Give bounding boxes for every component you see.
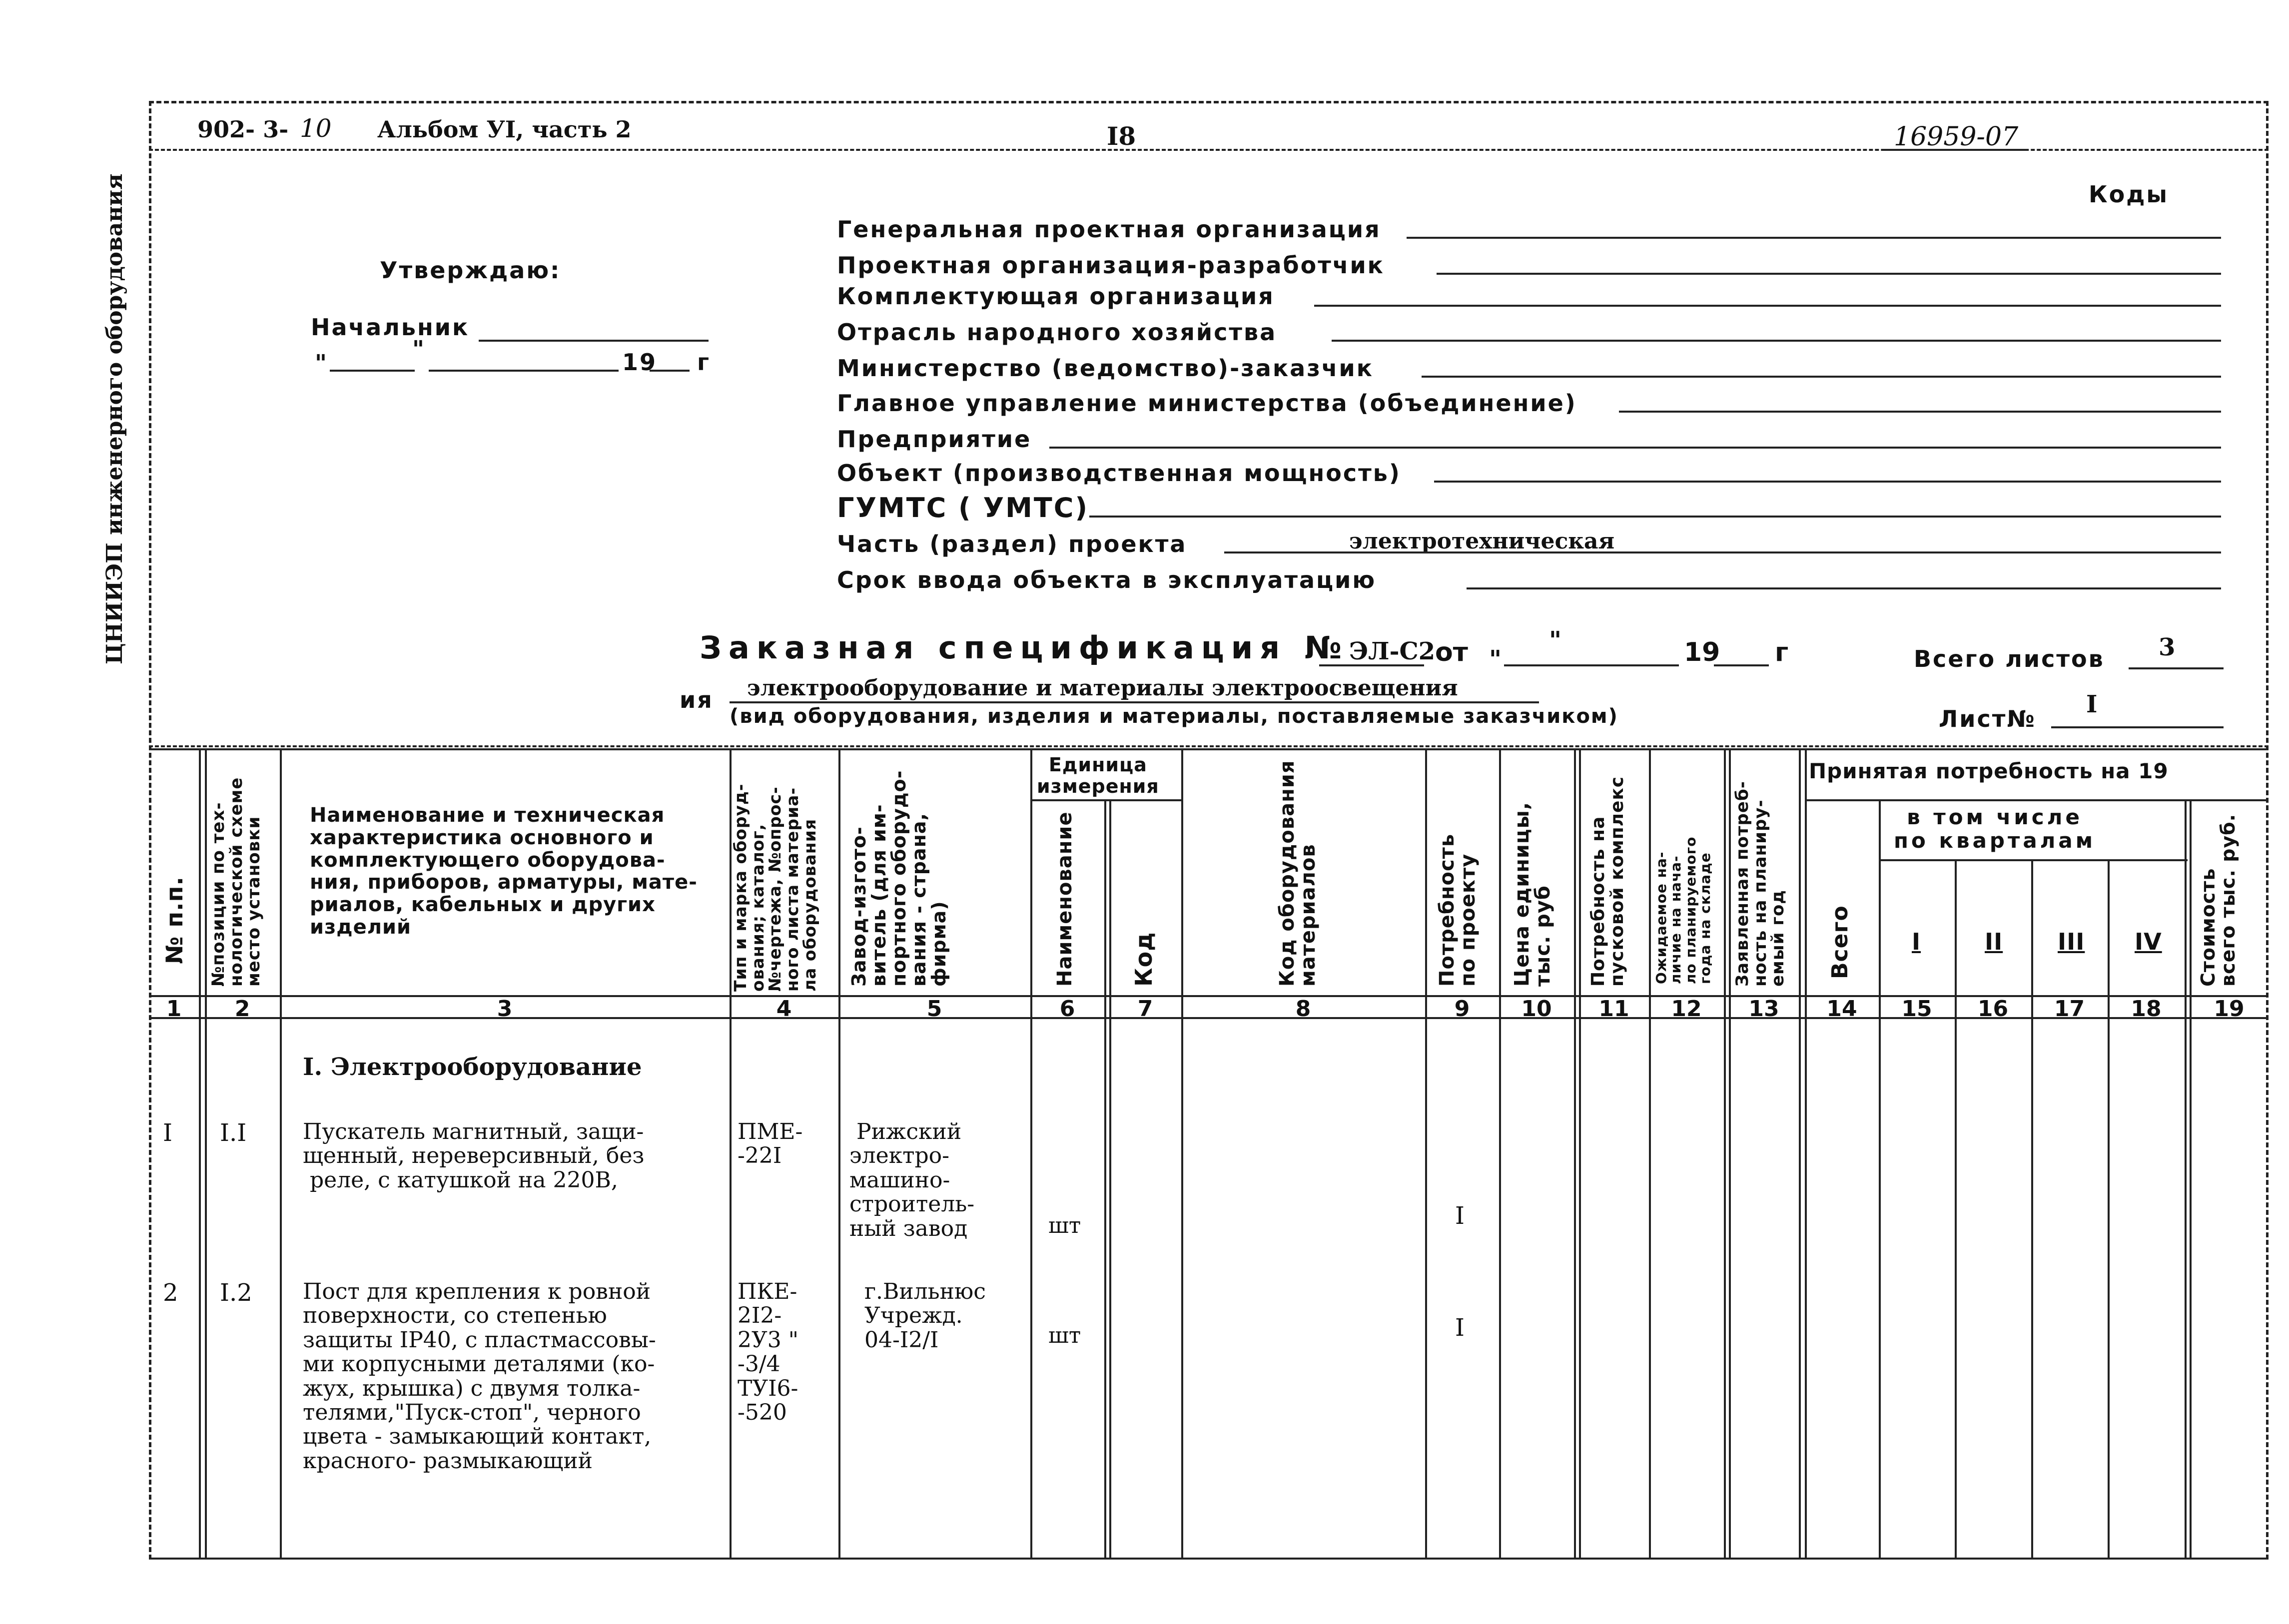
total-sheets-line	[2129, 667, 2224, 669]
sheet-line	[2051, 726, 2224, 728]
col-border-1b	[205, 748, 207, 1558]
spec-name-caption: (вид оборудования, изделия и материалы, поставляемые заказчиком)	[730, 705, 1618, 728]
album-label: Альбом УI, часть 2	[377, 116, 632, 143]
col-number: 14	[1826, 996, 1857, 1022]
header-total: Всего	[1827, 905, 1853, 979]
header-row-number: № п.п.	[161, 876, 188, 964]
col-number: 8	[1295, 996, 1311, 1022]
col-number: 9	[1454, 996, 1470, 1022]
col-number: 6	[1059, 996, 1075, 1022]
col-border-11	[1649, 748, 1651, 1558]
header-quarter-4: IV	[2135, 928, 2162, 955]
col-border-8	[1425, 748, 1427, 1558]
field-object-line	[1434, 481, 2221, 483]
col-number: 17	[2054, 996, 2085, 1022]
field-general-org: Генеральная проектная организация	[837, 216, 1381, 243]
field-gumts-line	[1089, 516, 2221, 518]
header-maker: Завод-изгото- витель (для им- портного оборудо- вания - страна, фирма)	[848, 770, 950, 987]
col-border-6b	[1109, 799, 1111, 1558]
sheet-label: Лист№	[1939, 705, 2036, 732]
header-quarter-1: I	[1912, 928, 1921, 955]
spec-name-value: электрооборудование и материалы электроосвещения	[747, 675, 1458, 701]
row2-type: ПКЕ- 2I2- 2У3 " -3/4 ТУI6- -520	[738, 1279, 799, 1425]
header-demand: Потребность по проекту	[1436, 833, 1480, 987]
col-border-13	[1799, 748, 1801, 1558]
row1-maker: Рижский электро- машино- строитель- ный завод	[849, 1119, 975, 1241]
col-number: 18	[2131, 996, 2162, 1022]
field-industry: Отрасль народного хозяйства	[837, 319, 1277, 346]
date-quote-1: "	[315, 350, 328, 377]
spec-quote-1: "	[1489, 645, 1502, 673]
field-commission-date: Срок ввода объекта в эксплуатацию	[837, 566, 1377, 593]
row1-type: ПМЕ- -22I	[738, 1119, 803, 1169]
row1-name: Пускатель магнитный, защи- щенный, нереверсивный, без реле, с катушкой на 220В,	[303, 1119, 645, 1193]
spec-date-line	[1504, 664, 1679, 666]
field-developer-org: Проектная организация-разработчик	[837, 252, 1385, 279]
field-project-part: Часть (раздел) проекта	[837, 531, 1187, 557]
field-developer-org-line	[1437, 273, 2221, 275]
field-enterprise-line	[1049, 447, 2221, 449]
year-suffix: г	[697, 349, 711, 376]
header-expected-stock: Ожидаемое на- личие на нача- ло планируемого года на складе	[1653, 836, 1714, 984]
row1-qty: I	[1455, 1202, 1465, 1230]
col-border-12	[1724, 748, 1726, 1558]
approve-label: Утверждаю:	[380, 257, 561, 284]
field-enterprise: Предприятие	[837, 426, 1032, 453]
row1-number: I	[163, 1119, 172, 1147]
accepted-header-line	[1805, 799, 2269, 801]
col-number: 12	[1671, 996, 1702, 1022]
col-border-15	[1955, 859, 1957, 1558]
header-quarters: в том числе по кварталам	[1894, 805, 2096, 853]
row2-qty: I	[1455, 1314, 1465, 1342]
doc-number-underline	[1884, 149, 2029, 151]
col-number: 3	[497, 996, 513, 1022]
spec-name-line	[730, 701, 1539, 703]
field-commission-date-line	[1467, 587, 2221, 589]
sheet-value: I	[2086, 690, 2098, 718]
col-border-7	[1181, 748, 1183, 1558]
field-object: Объект (производственная мощность)	[837, 460, 1401, 487]
spec-title: Заказная спецификация №	[700, 629, 1349, 666]
spec-year: 19	[1684, 637, 1720, 667]
col-border-1	[199, 748, 201, 1558]
spec-quote-2: "	[1549, 626, 1562, 654]
col-number: 19	[2214, 996, 2245, 1022]
year-prefix: 19	[622, 349, 658, 376]
col-number: 10	[1521, 996, 1552, 1022]
form-body-divider	[149, 745, 2269, 747]
col-border-18	[2185, 799, 2187, 1558]
row2-maker: г.Вильнюс Учрежд. 04-I2/I	[864, 1279, 986, 1353]
field-ministry-line	[1422, 376, 2221, 378]
table-bottom-line	[149, 1558, 2269, 1560]
header-declared-demand: Заявленная потреб- ность на планиру- емый год	[1732, 781, 1788, 987]
header-startup-demand: Потребность на пусковой комплекс	[1588, 776, 1627, 987]
header-unit-code: Код	[1130, 932, 1157, 987]
spec-year-line	[1714, 664, 1769, 666]
col-number: 13	[1748, 996, 1779, 1022]
chief-fill	[479, 340, 709, 342]
codes-label: Коды	[2089, 181, 2169, 208]
col-border-18b	[2190, 799, 2192, 1558]
field-supplier-org: Комплектующая организация	[837, 283, 1275, 310]
col-border-5	[1030, 748, 1032, 1558]
field-gumts: ГУМТС ( УМТС)	[837, 492, 1089, 524]
spec-number: ЭЛ-С2	[1349, 637, 1436, 665]
spec-name-prefix: ия	[680, 686, 714, 713]
field-main-dept: Главное управление министерства (объединение)	[837, 390, 1577, 417]
col-number: 4	[776, 996, 792, 1022]
side-title: ЦНИИЭП инженерного оборудования	[102, 173, 127, 664]
header-quarter-2: II	[1985, 928, 2003, 955]
col-border-9	[1499, 748, 1501, 1558]
col-border-10b	[1579, 748, 1581, 1558]
col-number: 1	[166, 996, 182, 1022]
header-unit-name: Наименование	[1053, 811, 1076, 987]
page-number: I8	[1107, 121, 1136, 151]
header-type: Тип и марка оборуд- ования; каталог, №чертежа, №опрос- ного листа материа- ла оборудования	[731, 783, 819, 992]
total-sheets-value: 3	[2159, 633, 2176, 661]
col-border-12b	[1729, 748, 1731, 1558]
col-border-17	[2108, 859, 2110, 1558]
col-border-6	[1104, 799, 1106, 1558]
row1-unit: шт	[1048, 1213, 1081, 1238]
col-border-4	[838, 748, 840, 1558]
total-sheets-label: Всего листов	[1914, 645, 2105, 672]
field-project-part-line	[1224, 551, 2221, 553]
col-border-13b	[1805, 748, 1807, 1558]
header-equipment-code: Код оборудования материалов	[1276, 760, 1320, 987]
header-unit: Единица измерения	[1037, 754, 1159, 797]
header-name: Наименование и техническая характеристика основного и комплектующего оборудова- ния, приборов, арматуры, мате- риалов, кабельных и других изделий	[310, 804, 698, 939]
section-heading: I. Электрооборудование	[303, 1053, 642, 1081]
col-number: 11	[1598, 996, 1629, 1022]
row1-position: I.I	[220, 1119, 247, 1147]
series-code: 902- 3-	[197, 116, 289, 143]
project-part-value: электротехническая	[1349, 529, 1615, 554]
row2-number: 2	[163, 1279, 178, 1307]
field-main-dept-line	[1619, 411, 2221, 413]
header-cost: Стоимость всего тыс. руб.	[2197, 813, 2239, 987]
field-general-org-line	[1407, 237, 2221, 239]
field-ministry: Министерство (ведомство)-заказчик	[837, 355, 1374, 382]
date-quote-2: "	[412, 336, 426, 363]
row2-name: Пост для крепления к ровной поверхности, со степенью защиты IP40, с пластмассовы- ми корпусными деталями (ко- жух, крышка) с двумя толка- телями,"Пуск-стоп", черного цвета - замыкающий контакт, красного- размыкающий	[303, 1279, 656, 1474]
table-top-line	[149, 748, 2269, 750]
spec-number-line	[1319, 664, 1424, 666]
row2-position: I.2	[220, 1279, 252, 1307]
month-fill	[429, 370, 619, 372]
spec-year-suffix: г	[1775, 637, 1789, 667]
field-industry-line	[1332, 340, 2221, 342]
col-border-2	[280, 748, 282, 1558]
col-border-16	[2031, 859, 2033, 1558]
header-unit-price: Цена единицы, тыс. руб	[1511, 802, 1554, 987]
header-accepted-demand: Принятая потребность на 19	[1809, 759, 2169, 783]
spec-from: от	[1435, 637, 1468, 667]
year-fill	[650, 370, 690, 372]
chief-label: Начальник	[311, 314, 470, 341]
doc-number: 16959-07	[1894, 122, 2019, 152]
col-number: 15	[1901, 996, 1932, 1022]
col-border-10	[1574, 748, 1576, 1558]
header-position: №позиции по тех- нологической схеме место установки	[208, 777, 264, 987]
field-supplier-org-line	[1314, 305, 2221, 307]
row2-unit: шт	[1048, 1323, 1081, 1348]
day-fill	[330, 370, 415, 372]
col-number: 5	[926, 996, 942, 1022]
col-number: 2	[234, 996, 250, 1022]
header-quarter-3: III	[2058, 928, 2085, 955]
quarters-header-line	[1879, 859, 2188, 861]
col-border-14	[1879, 799, 1881, 1558]
col-number: 7	[1137, 996, 1153, 1022]
col-number: 16	[1977, 996, 2009, 1022]
series-handwritten: 10	[300, 114, 332, 143]
